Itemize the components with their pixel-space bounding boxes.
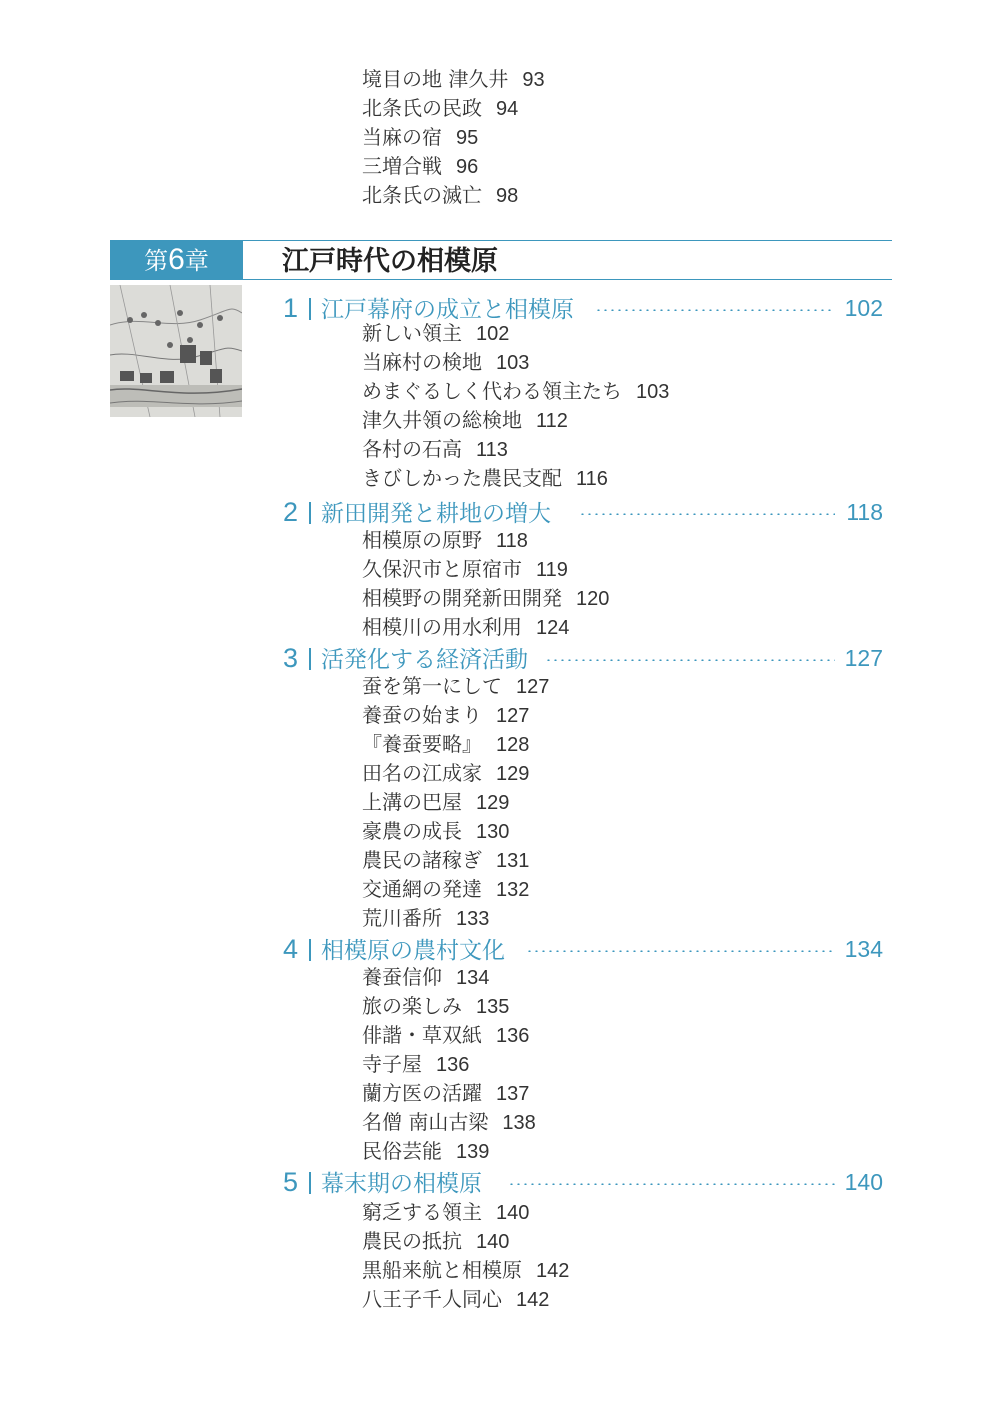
section-heading-5: 5 幕末期の相模原 140: [283, 1167, 883, 1197]
toc-item: 民俗芸能 139: [362, 1139, 490, 1163]
toc-item: 相模川の用水利用 124: [362, 615, 570, 639]
toc-item: 荒川番所 133: [362, 906, 490, 930]
toc-item: きびしかった農民支配 116: [362, 466, 608, 490]
toc-item: 各村の石高 113: [362, 437, 508, 461]
toc-item: 蚕を第一にして 127: [362, 674, 550, 698]
section-heading-3: 3 活発化する経済活動 127: [283, 643, 883, 673]
toc-item: 豪農の成長 130: [362, 819, 510, 843]
toc-item: 八王子千人同心 142: [362, 1287, 550, 1311]
toc-item: 相模野の開発新田開発 120: [362, 586, 610, 610]
chapter-header: [110, 240, 892, 280]
leader-dots: [508, 1167, 835, 1197]
toc-item: 境目の地 津久井 93: [362, 67, 545, 91]
toc-item: 田名の江成家 129: [362, 761, 530, 785]
leader-dots: [545, 643, 835, 673]
section-heading-4: 4 相模原の農村文化 134: [283, 934, 883, 964]
toc-item: 『養蚕要略』 128: [362, 732, 530, 756]
toc-item: 養蚕信仰 134: [362, 965, 490, 989]
chapter-rule-top: [243, 240, 892, 241]
toc-item: 当麻村の検地 103: [362, 350, 530, 374]
toc-item: 三増合戦 96: [362, 154, 479, 178]
leader-dots: [595, 293, 835, 323]
toc-item: 相模原の原野 118: [362, 528, 528, 552]
toc-item: 農民の諸稼ぎ 131: [362, 848, 530, 872]
toc-item: 上溝の巴屋 129: [362, 790, 510, 814]
leader-dots: [579, 497, 835, 527]
old-map-illustration: [110, 285, 242, 417]
toc-item: 俳諧・草双紙 136: [362, 1023, 530, 1047]
toc-item: 交通網の発達 132: [362, 877, 530, 901]
toc-item: 北条氏の民政 94: [362, 96, 519, 120]
toc-item: 旅の楽しみ 135: [362, 994, 510, 1018]
leader-dots: [526, 934, 835, 964]
chapter-title: 江戸時代の相模原: [282, 246, 498, 277]
toc-item: 養蚕の始まり 127: [362, 703, 530, 727]
toc-item: 久保沢市と原宿市 119: [362, 557, 568, 581]
toc-item: 津久井領の総検地 112: [362, 408, 568, 432]
section-heading-2: 2 新田開発と耕地の増大 118: [283, 497, 883, 527]
toc-item: 黒船来航と相模原 142: [362, 1258, 570, 1282]
toc-item: 当麻の宿 95: [362, 125, 479, 149]
toc-item: 農民の抵抗 140: [362, 1229, 510, 1253]
toc-item: 寺子屋 136: [362, 1052, 470, 1076]
chapter-badge: 第6章: [110, 240, 243, 280]
toc-item: めまぐるしく代わる領主たち 103: [362, 379, 670, 403]
toc-item: 蘭方医の活躍 137: [362, 1081, 530, 1105]
toc-item: 名僧 南山古梁 138: [362, 1110, 536, 1134]
chapter-thumbnail-image: [110, 285, 242, 417]
toc-item: 新しい領主 102: [362, 321, 510, 345]
toc-item: 北条氏の滅亡 98: [362, 183, 519, 207]
section-heading-1: 1 江戸幕府の成立と相模原 102: [283, 293, 883, 323]
toc-item: 窮乏する領主 140: [362, 1200, 530, 1224]
